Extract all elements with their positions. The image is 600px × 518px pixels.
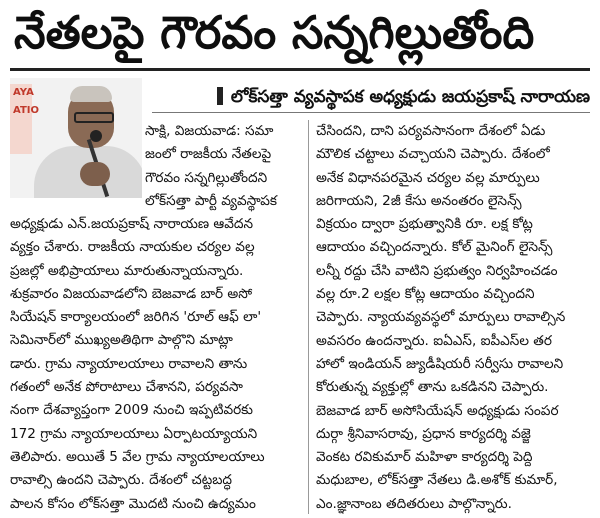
person-hair — [70, 86, 112, 102]
column-1-body — [10, 213, 301, 516]
text-line: మౌలిక చట్టాలు వచ్చాయని చెప్పారు. దేశంలో — [316, 146, 550, 163]
text-line: ఎం.జ్ఞానాంబ తదితరులు పాల్గొన్నారు. — [316, 495, 512, 512]
subheadline-rule — [152, 112, 590, 113]
column-divider — [308, 120, 309, 514]
text-line: వెంకట రవికుమార్ మహిళా కార్యదర్శి పెద్ది — [316, 449, 533, 466]
text-line: జంలో రాజకీయ నేతలపై — [145, 146, 272, 163]
text-line: హాలో ఇండియన్ జ్యుడీషియరీ సర్వీసు రావాలని — [316, 355, 564, 372]
text-line: రావాల్సి ఉందని చెప్పారు. దేశంలో చట్టబద్ధ — [10, 472, 233, 489]
text-line: చెప్పారు. న్యాయవ్యవస్థలో మార్పులు రావాల్సిన — [316, 309, 566, 326]
text-line: కోరుతున్న వ్యక్తుల్లో తాను ఒకడినని చెప్పారు. — [316, 379, 549, 396]
text-line: జరిగాయని, 2జీ కేసు అనంతరం లైసెన్స్ — [316, 192, 522, 209]
text-line: విక్రయం ద్వారా ప్రభుత్వానికి రూ. లక్ష కోట్ల — [316, 216, 533, 233]
microphone-icon — [90, 130, 102, 142]
text-line: దుర్గా శ్రీనివాసరావు, ప్రధాన కార్యదర్శి వజ్జె — [316, 425, 531, 442]
glasses-icon — [74, 112, 114, 123]
column-2-body — [316, 120, 592, 516]
text-line: సియేషన్ కార్యాలయంలో జరిగిన 'రూల్ ఆఫ్ లా' — [10, 309, 262, 326]
text-line: గతంలో అనేక పోరాటాలు చేశానని, పర్యవసా — [10, 379, 243, 396]
text-line: సెమినార్‌లో ముఖ్యఅతిథిగా పాల్గొని మాట్లా — [10, 332, 233, 349]
subheadline-marker — [217, 87, 223, 105]
subheadline — [152, 84, 590, 110]
text-line: అనేక విధానపరమైన చర్యల వల్ల మార్పులు — [316, 169, 540, 186]
text-line: బెజవాడ బార్ అసోసియేషన్ అధ్యక్షుడు సంపర — [316, 402, 559, 419]
person-hand — [80, 162, 110, 186]
text-line: సాక్షి, విజయవాడ: సమా — [145, 123, 274, 139]
text-line: ప్రజల్లో అభిప్రాయాలు మారుతున్నాయన్నారు. — [10, 262, 244, 279]
article-photo — [10, 78, 142, 198]
text-line: వల్ల రూ.2 లక్షల కోట్ల ఆదాయం వచ్చిందని — [316, 286, 535, 303]
headline: నేతలపై గౌరవం సన్నగిల్లుతోంది — [14, 6, 535, 59]
text-line: గౌరవం సన్నగిల్లుతోందని — [145, 169, 268, 186]
text-line: లోక్‌సత్తా పార్టీ వ్యవస్థాపక — [145, 192, 278, 209]
headline-rule — [10, 68, 590, 71]
text-line: అధ్యక్షుడు ఎన్.జయప్రకాష్ నారాయణ ఆవేదన — [10, 216, 254, 232]
text-line: లన్నీ రద్దు చేసి వాటిని ప్రభుత్వం నిర్వహించడం — [316, 262, 558, 279]
text-line: 172 గ్రామ న్యాయాలయాలు ఏర్పాటయ్యాయని — [10, 425, 258, 442]
text-line: నంగా దేశవ్యాప్తంగా 2009 నుంచి ఇప్పటివరకు — [10, 402, 253, 419]
text-line: మధుబాల, లోక్‌సత్తా నేతలు డి.అశోక్ కుమార్, — [316, 472, 558, 489]
text-line: ఆదాయం వచ్చిందన్నారు. కోల్ మైనింగ్ లైసెన్స్ — [316, 239, 553, 256]
text-line: పాలన కోసం లోక్‌సత్తా మొదటి నుంచి ఉద్యమం — [10, 495, 256, 512]
text-line: అవసరం ఉందన్నారు. ఐఏఎస్, ఐపీఎస్‌ల తర — [316, 332, 552, 349]
text-line: వ్యక్తం చేశారు. రాజకీయ నాయకుల చర్యల వల్ల — [10, 239, 255, 256]
text-line: తెలిపారు. అయితే 5 వేల గ్రామ న్యాయాలయాలు — [10, 448, 265, 465]
text-line: శుక్రవారం విజయవాడలోని బెజవాడ బార్ అసో — [10, 285, 253, 302]
text-line: డారు. గ్రామ న్యాయాలయాలు రావాలని తాను — [10, 355, 248, 372]
photo-banner: AYA ATIO — [10, 84, 32, 154]
subheadline-text: లోక్‌సత్తా వ్యవస్థాపక అధ్యక్షుడు జయప్రకాష్ నారాయణ — [230, 87, 590, 107]
text-line: చేసిందని, దాని పర్యవసానంగా దేశంలో ఏడు — [316, 123, 546, 139]
column-1-intro — [145, 120, 301, 213]
